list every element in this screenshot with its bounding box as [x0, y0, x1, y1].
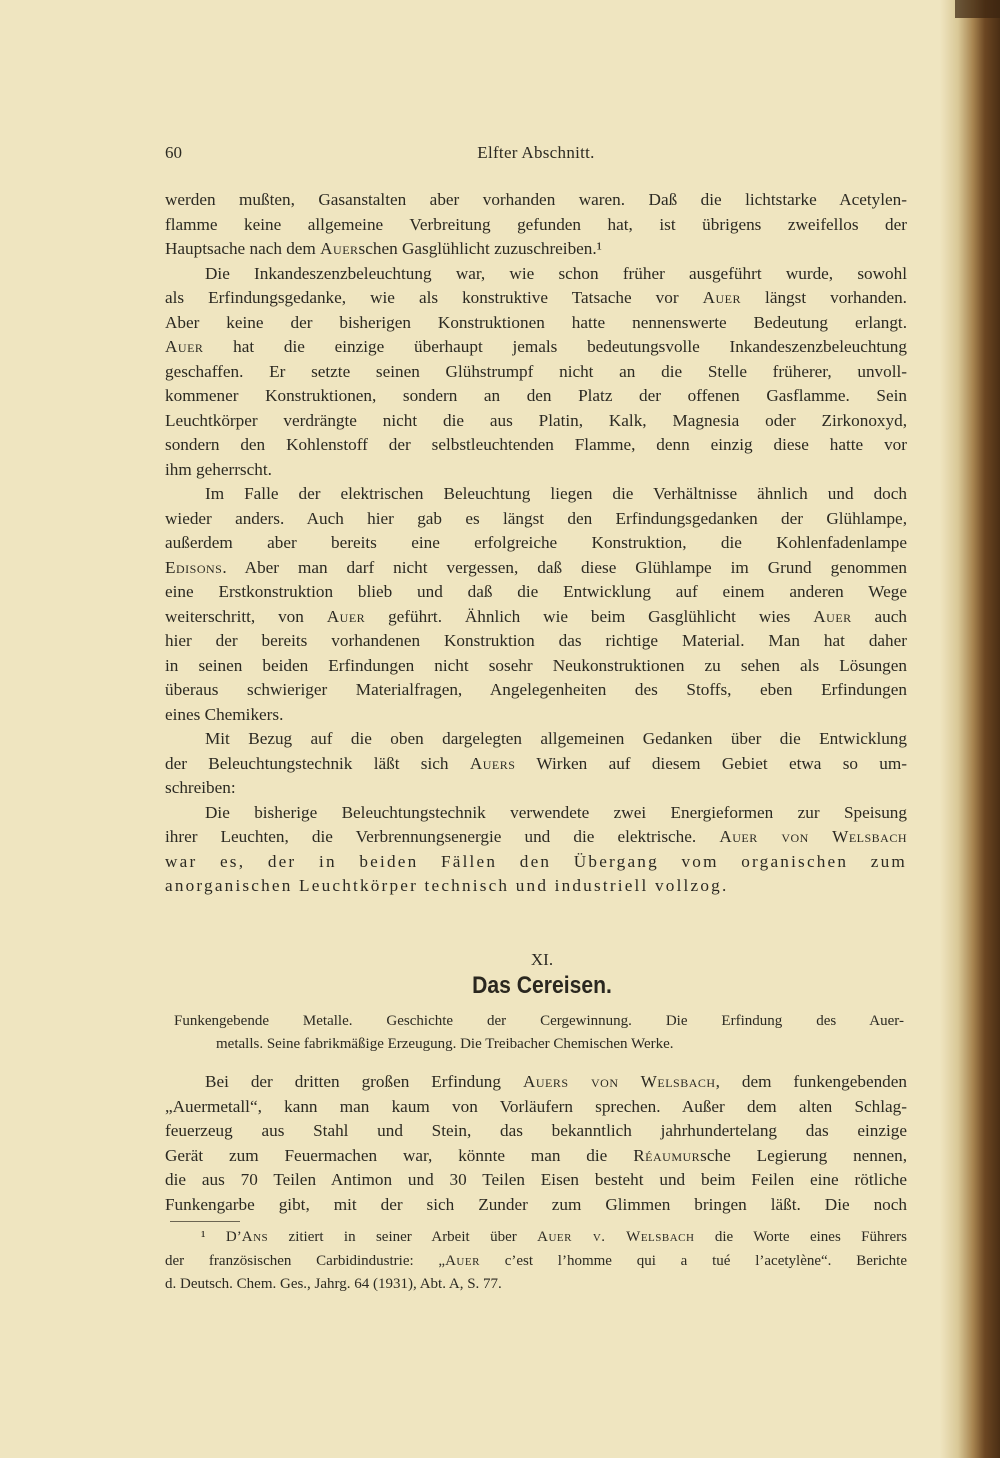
text-run: Gerät zum Feuermachen war, könnte man die	[165, 1145, 634, 1165]
text-run: sondern den Kohlenstoff der selbstleuchtenden Flamme, denn einzig diese hatte vor	[165, 435, 907, 454]
text-run: auch	[851, 606, 907, 626]
text-line	[165, 1193, 907, 1218]
text-line	[165, 1144, 907, 1169]
chapter-summary	[174, 1010, 904, 1056]
text-run: ¹ D’	[201, 1229, 242, 1245]
text-run: zitiert in seiner Arbeit über	[268, 1229, 538, 1245]
text-line	[165, 213, 907, 238]
text-line	[165, 801, 907, 826]
page-number: 60	[165, 143, 182, 162]
text-run: Funkengebende Metalle. Geschichte der Cergewinnung. Die Erfindung des Auer-	[174, 1013, 904, 1029]
text-line	[165, 311, 907, 336]
text-line	[165, 433, 907, 458]
small-caps-name: Auer	[320, 239, 359, 258]
small-caps-name: Auer v. Welsbach	[537, 1229, 695, 1245]
text-run: „Auermetall“, kann man kaum von Vorläufern sprechen. Außer dem alten Schlag-	[165, 1096, 907, 1116]
text-line	[165, 678, 907, 703]
text-line	[165, 752, 907, 777]
text-run: Aber keine der bisherigen Konstruktionen hatte nennenswerte Bedeutung erlangt.	[165, 312, 907, 332]
text-run: kommener Konstruktionen, sondern an den Platz der offenen Gasflamme. Sein	[165, 386, 907, 405]
text-line	[165, 262, 907, 287]
small-caps-name: Edisons	[165, 557, 223, 577]
text-run: überaus schwieriger Materialfragen, Angelegenheiten des Stoffs, eben Erfindungen	[165, 680, 907, 699]
chapter-title: Das Cereisen.	[472, 972, 612, 999]
text-run: geschaffen. Er setzte seinen Glühstrumpf nicht an die Stelle früherer, unvoll-	[165, 361, 907, 381]
running-head	[165, 143, 907, 167]
text-run: weiterschritt, von	[165, 606, 327, 626]
text-run: der französischen Carbidindustrie: „	[165, 1252, 446, 1269]
small-caps-name: Ans	[241, 1229, 269, 1245]
text-run: Die bisherige Beleuchtungstechnik verwendete zwei Energieformen zur Speisung	[205, 802, 907, 822]
text-run: war es, der in beiden Fällen den Übergang vom organischen zum	[165, 851, 907, 871]
text-line	[165, 556, 907, 581]
small-caps-name: Auer von Welsbach	[719, 827, 908, 846]
text-line	[165, 409, 907, 434]
text-run: der Beleuchtungstechnik läßt sich	[165, 753, 470, 773]
text-run: eine Erstkonstruktion blieb und daß die Entwicklung auf einem anderen Wege	[165, 582, 907, 601]
text-run: anorganischen Leuchtkörper technisch und industriell vollzog.	[165, 876, 729, 895]
text-run: feuerzeug aus Stahl und Stein, das bekanntlich jahrhundertelang das einzige	[165, 1121, 907, 1140]
text-run: die Worte eines Führers	[694, 1229, 908, 1245]
text-line	[165, 825, 907, 850]
small-caps-name: Auer	[702, 288, 742, 307]
text-line	[165, 188, 907, 213]
small-caps-name: Auers	[469, 753, 516, 773]
text-run: geführt. Ähnlich wie beim Gasglühlicht wies	[365, 606, 814, 626]
text-line	[165, 776, 907, 801]
text-run: sche Legierung nennen,	[700, 1145, 907, 1165]
text-line	[165, 629, 907, 654]
book-binding-edge	[955, 0, 1000, 18]
body-text-section-1	[165, 188, 907, 899]
small-caps-name: Auer	[326, 606, 366, 626]
text-line	[165, 1250, 907, 1274]
running-head-title: Elfter Abschnitt.	[477, 143, 595, 162]
text-line	[165, 727, 907, 752]
text-run: ihrer Leuchten, die Verbrennungsenergie und die elektrische.	[165, 827, 720, 846]
text-line	[165, 360, 907, 385]
text-line	[165, 654, 907, 679]
text-line	[174, 1033, 904, 1056]
text-line	[165, 237, 907, 262]
text-run: flamme keine allgemeine Verbreitung gefunden hat, ist übrigens zweifellos der	[165, 214, 907, 234]
text-line	[165, 1168, 907, 1193]
text-run: d. Deutsch. Chem. Ges., Jahrg. 64 (1931), Abt. A, S. 77.	[165, 1276, 502, 1292]
small-caps-name: Auers von Welsbach	[522, 1072, 716, 1091]
text-run: schreiben:	[165, 778, 236, 797]
footnote	[165, 1226, 907, 1297]
text-line	[165, 335, 907, 360]
text-run: c’est l’homme qui a tué l’acetylène“. Berichte	[479, 1252, 907, 1269]
text-run: Funkengarbe gibt, mit der sich Zunder zum Glimmen bringen läßt. Die noch	[165, 1194, 907, 1214]
text-run: metalls. Seine fabrikmäßige Erzeugung. Die Treibacher Chemischen Werke.	[216, 1036, 674, 1052]
text-run: , dem funkengebenden	[715, 1072, 907, 1091]
text-run: Die Inkandeszenzbeleuchtung war, wie schon früher ausgeführt wurde, sowohl	[205, 263, 907, 283]
text-run: Wirken auf diesem Gebiet etwa so um-	[515, 753, 907, 773]
text-run: Mit Bezug auf die oben dargelegten allgemeinen Gedanken über die Entwicklung	[205, 729, 907, 748]
text-run: Leuchtkörper verdrängte nicht die aus Platin, Kalk, Magnesia oder Zirkonoxyd,	[165, 410, 907, 430]
text-line	[165, 507, 907, 532]
chapter-number: XI.	[530, 950, 554, 969]
text-line	[165, 482, 907, 507]
text-line	[165, 531, 907, 556]
text-run: eines Chemikers.	[165, 704, 284, 724]
text-line	[165, 1226, 907, 1250]
text-run: in seinen beiden Erfindungen nicht sosehr Neukonstruktionen zu sehen als Lösungen	[165, 655, 907, 675]
text-run: außerdem aber bereits eine erfolgreiche Konstruktion, die Kohlenfadenlampe	[165, 533, 907, 552]
small-caps-name: Auer	[445, 1252, 480, 1269]
small-caps-name: Auer	[813, 606, 852, 626]
text-run: werden mußten, Gasanstalten aber vorhanden waren. Daß die lichtstarke Acetylen-	[165, 190, 907, 209]
text-line	[165, 286, 907, 311]
text-run: Bei der dritten großen Erfindung	[205, 1072, 523, 1091]
book-binding-shadow	[940, 0, 1000, 1458]
text-run: . Aber man darf nicht vergessen, daß diese Glühlampe im Grund genommen	[222, 557, 907, 577]
text-run: Hauptsache nach dem	[165, 239, 321, 258]
text-run: als Erfindungsgedanke, wie als konstruktive Tatsache vor	[165, 288, 703, 307]
text-line	[165, 1273, 907, 1297]
text-line	[165, 1070, 907, 1095]
text-run: schen Gasglühlicht zuzuschreiben.¹	[358, 239, 602, 258]
text-line	[165, 874, 907, 899]
text-run: wieder anders. Auch hier gab es längst den Erfindungsgedanken der Glühlampe,	[165, 508, 907, 528]
text-line	[165, 384, 907, 409]
text-run: ihm geherrscht.	[165, 459, 272, 479]
small-caps-name: Réaumur	[633, 1145, 701, 1165]
body-text-section-2	[165, 1070, 907, 1217]
footnote-rule	[170, 1221, 240, 1222]
text-line	[165, 605, 907, 630]
text-run: hier der bereits vorhandenen Konstruktion das richtige Material. Man hat daher	[165, 631, 907, 650]
text-line	[165, 703, 907, 728]
text-line	[165, 1095, 907, 1120]
text-run: hat die einzige überhaupt jemals bedeutungsvolle Inkandeszenzbeleuchtung	[203, 337, 907, 356]
text-line	[165, 580, 907, 605]
text-run: längst vorhanden.	[741, 288, 907, 307]
text-run: Im Falle der elektrischen Beleuchtung liegen die Verhältnisse ähnlich und doch	[205, 484, 907, 503]
text-line	[165, 458, 907, 483]
text-line	[165, 1119, 907, 1144]
text-line	[165, 850, 907, 875]
text-line	[174, 1010, 904, 1033]
small-caps-name: Auer	[165, 337, 204, 356]
text-run: die aus 70 Teilen Antimon und 30 Teilen Eisen besteht und beim Feilen eine rötliche	[165, 1170, 907, 1189]
